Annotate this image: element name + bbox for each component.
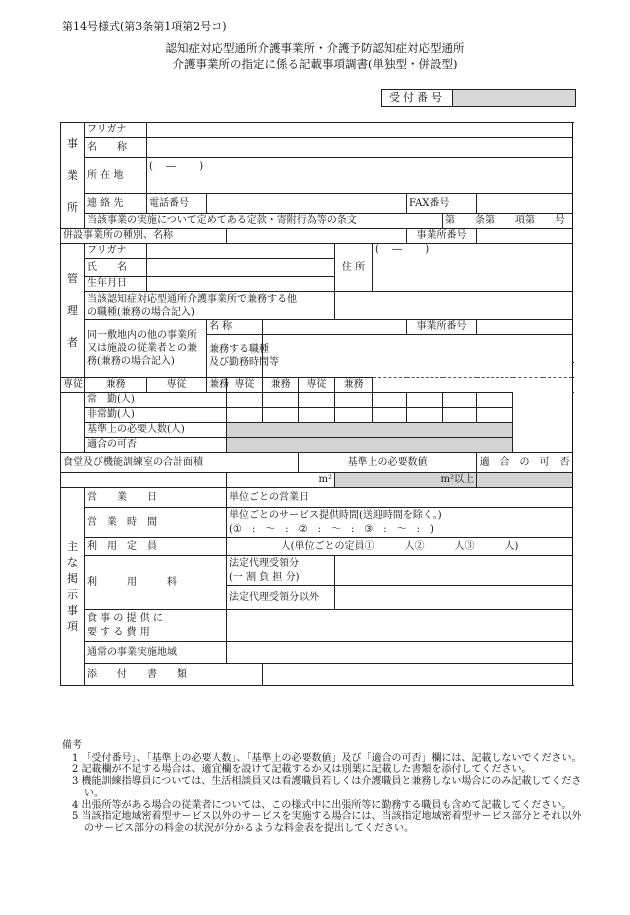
staff-cell[interactable]: [373, 393, 407, 408]
required-area-field: m²以上: [335, 473, 477, 488]
phone-label: 電話番号: [147, 194, 207, 214]
staff-cell[interactable]: [477, 408, 513, 423]
concurrent-label: 兼務: [207, 378, 227, 393]
staff-row-required: 基準上の必要人数(人): [85, 423, 227, 438]
office-furigana-label: フリガナ: [85, 123, 147, 138]
staff-cell[interactable]: [263, 408, 299, 423]
admin-address-field[interactable]: ( ― ): [373, 244, 573, 292]
phone-field[interactable]: [207, 194, 407, 214]
full-time-label: 専従: [147, 378, 207, 393]
required-value-label: 基準上の必要数値: [299, 453, 477, 473]
staff-required-shaded: [227, 423, 513, 438]
admin-name-field[interactable]: [147, 259, 335, 277]
administrator-side-label: 管 理 者: [61, 244, 85, 378]
business-hours-label: 営 業 時 間: [85, 508, 227, 538]
area-field[interactable]: m²: [227, 473, 335, 488]
service-area-field[interactable]: [227, 642, 573, 664]
staff-row-conformity: 適合の可否: [85, 438, 227, 453]
note-item-1: 1 「受付番号」、「基準上の必要人数」、「基準上の必要数値」及び「適合の可否」欄には、記載しないでください。: [72, 752, 582, 764]
staff-cell[interactable]: [227, 393, 263, 408]
document-title-line2: 介護事業所の指定に係る記載事項調書(単独型・併設型): [172, 57, 458, 71]
business-hours-field[interactable]: 単位ごとのサービス提供時間(送迎時間を除く。) (① : ～ : ② : ～ : ③ : ～ : ): [227, 508, 573, 538]
note-item-2: 2 記載欄が不足する場合は、適宜欄を設けて記載するか又は別葉に記載した書類を添付してください。: [72, 764, 532, 776]
fax-field[interactable]: [477, 194, 573, 214]
concurrent-office-field[interactable]: [227, 229, 407, 244]
admin-birthdate-field[interactable]: [147, 277, 335, 292]
fee-label: 利 用 料: [85, 556, 227, 610]
staff-cell[interactable]: [299, 408, 335, 423]
staff-cell[interactable]: [407, 408, 443, 423]
concurrent-label: 兼務: [263, 378, 299, 393]
staff-cell[interactable]: [477, 393, 513, 408]
registration-form-table: [60, 122, 573, 686]
form-number: 第14号様式(第3条第1項第2号コ): [62, 20, 227, 33]
staff-conformity-shaded: [227, 438, 513, 453]
concurrent-label: 兼務: [85, 378, 147, 393]
reception-number-label: 受付番号: [382, 90, 453, 107]
concurrent-label: 兼務: [335, 378, 373, 393]
admin-address-label: 住 所: [335, 244, 373, 292]
capacity-label: 利 用 定 員: [85, 538, 227, 556]
staff-cell[interactable]: [299, 393, 335, 408]
full-time-label: 専従: [227, 378, 263, 393]
reception-number-box: [381, 89, 576, 107]
staff-cell[interactable]: [443, 393, 477, 408]
article-number-field[interactable]: 第 条第 項第 号: [443, 214, 573, 229]
capacity-field[interactable]: 人(単位ごとの定員① 人② 人③ 人): [227, 538, 573, 556]
admin-other-office-number-label: 事業所番号: [407, 320, 477, 335]
staff-cell[interactable]: [407, 393, 443, 408]
notes-heading: 備考: [62, 740, 82, 751]
proxy-receipt-label: 法定代理受領分 (一 割 負 担 分): [227, 556, 335, 586]
concurrent-office-label: 併設事業所の種別、名称: [61, 229, 227, 244]
conformity-field: [477, 473, 573, 488]
business-days-field[interactable]: 単位ごとの営業日: [227, 488, 573, 508]
office-furigana-field[interactable]: [147, 123, 573, 138]
attachments-label: 添 付 書 類: [85, 664, 263, 686]
area-label: 食堂及び機能訓練室の合計面積: [61, 453, 299, 473]
full-time-label: 専従: [299, 378, 335, 393]
business-office-side-label: 事 業 所: [61, 123, 85, 229]
document-title-line1: 認知症対応型通所介護事業所・介護予防認知症対応型通所: [165, 41, 465, 55]
admin-other-office-name-field[interactable]: [263, 320, 407, 335]
staff-cell[interactable]: [443, 408, 477, 423]
proxy-receipt-field[interactable]: [335, 556, 573, 586]
office-location-label: 所 在 地: [85, 158, 147, 194]
staff-cell[interactable]: [335, 408, 373, 423]
full-time-label: 専従: [61, 378, 85, 393]
office-name-label: 名 称: [85, 138, 147, 158]
reception-number-field: [453, 90, 576, 107]
note-item-5: 5 当該指定地域密着型サービス以外のサービスを実施する場合には、当該指定地域密着型サービス部分とそれ以外のサービス部分の料金の状況が分かるような料金表を提出してください。: [72, 811, 582, 834]
meal-cost-label: 食 事 の 提 供 に 要 す る 費 用: [85, 610, 227, 642]
meal-cost-field[interactable]: [227, 610, 573, 642]
concurrent-office-number-field[interactable]: [477, 229, 573, 244]
concurrent-office-number-label: 事業所番号: [407, 229, 477, 244]
notes-section: [62, 740, 582, 835]
business-days-label: 営 業 日: [85, 488, 227, 508]
admin-concurrent-type-field[interactable]: [263, 335, 573, 378]
admin-other-office-number-field[interactable]: [477, 320, 573, 335]
staff-cell[interactable]: [335, 393, 373, 408]
attachments-field[interactable]: [263, 664, 573, 686]
admin-concurrent-duty-label: 当該認知症対応型通所介護事業所で兼務する他 の職種(兼務の場合記入): [85, 292, 335, 320]
fax-label: FAX番号: [407, 194, 477, 214]
staff-row-full-time: 常 勤(人): [85, 393, 227, 408]
articles-label: 当該事業の実施について定めてある定款・寄附行為等の条文: [85, 214, 443, 229]
staff-row-part-time: 非常勤(人): [85, 408, 227, 423]
admin-other-office-name-label: 名 称: [207, 320, 263, 335]
admin-concurrent-type-label: 兼務する職種 及び勤務時間等: [207, 335, 263, 378]
admin-concurrent-duty-field[interactable]: [335, 292, 573, 320]
office-name-field[interactable]: [147, 138, 573, 158]
area-left-blank[interactable]: [61, 473, 227, 488]
admin-furigana-label: フリガナ: [85, 244, 147, 259]
conformity-label: 適 合 の 可 否: [477, 453, 573, 473]
admin-birthdate-label: 生年月日: [85, 277, 147, 292]
admin-name-label: 氏 名: [85, 259, 147, 277]
main-items-side-label: 主 な 掲 示 事 項: [61, 488, 85, 686]
office-location-field[interactable]: ( ― ): [147, 158, 573, 194]
note-item-4: 4 出張所等がある場合の従業者については、この様式中に出張所等に勤務する職員も含めて記載してください。: [72, 799, 572, 811]
admin-furigana-field[interactable]: [147, 244, 335, 259]
staff-cell[interactable]: [227, 408, 263, 423]
service-area-label: 通常の事業実施地域: [85, 642, 227, 664]
staff-cell[interactable]: [263, 393, 299, 408]
note-item-3: 3 機能訓練指導員については、生活相談員又は看護職員若しくは介護職員と兼務しない場合にのみ記載してください。: [72, 776, 582, 799]
proxy-other-label: 法定代理受領分以外: [227, 586, 335, 610]
staff-cell[interactable]: [373, 408, 407, 423]
admin-other-office-label: 同一敷地内の他の事業所 又は施設の従業者との兼 務(兼務の場合記入): [85, 320, 207, 378]
office-contact-label: 連 絡 先: [85, 194, 147, 214]
proxy-other-field[interactable]: [335, 586, 573, 610]
